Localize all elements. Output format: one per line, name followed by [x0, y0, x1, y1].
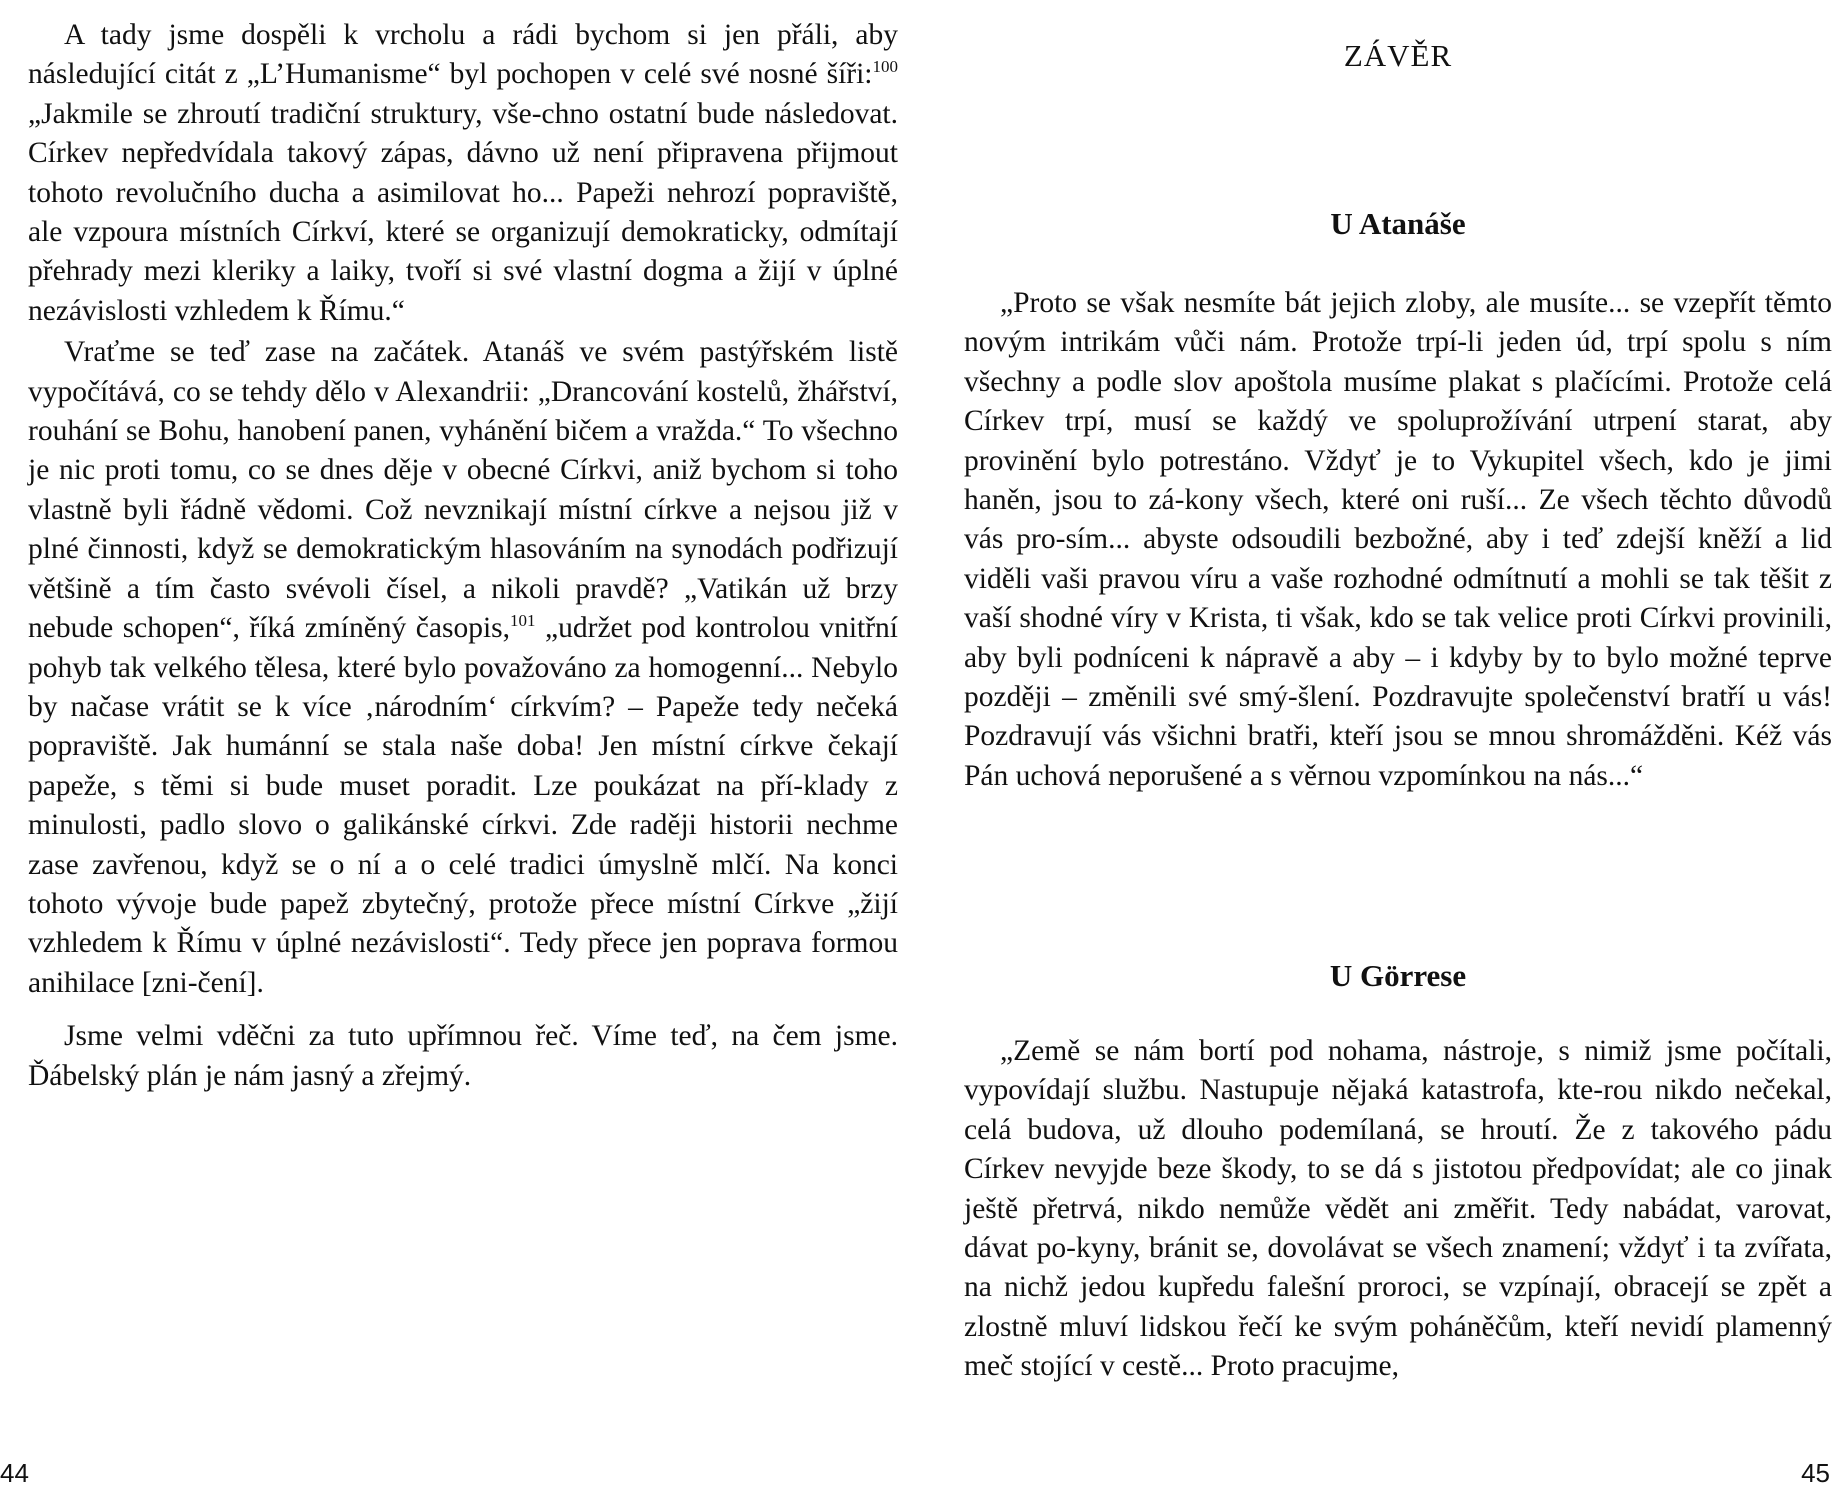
right-text-column — [964, 16, 1832, 1456]
page-number-left: 44 — [0, 1458, 29, 1488]
gorrese-quote: „Země se nám bortí pod nohama, nástroje, s nimiž jsme počítali, vypovídají službu. Nastupuje nějaká katastrofa, kte-rou nikdo nečekal, celá budova, už dlouho podemílaná, se hroutí. Že z takového pádu Církev nevyjde beze škody, to se dá s jistotou předpovídat; ale co jinak ještě přetrvá, nikdo nemůže vědět ani změřit. Tedy nabádat, varovat, dávat po-kyny, bránit se, dovolávat se všech znamení; vždyť i ta zvířata, na nichž jedou kupředu falešní proroci, se vzpínají, obracejí se zpět a zlostně mluví lidskou řečí ke svým poháněčům, kteří nevidí plamenný meč stojící v cestě... Proto pracujme, — [964, 1035, 1832, 1383]
section-gorrese — [964, 1032, 1832, 1387]
paragraph-atanas-letter — [28, 333, 898, 1003]
footnote-ref[interactable]: 101 — [510, 611, 536, 631]
chapter-title: ZÁVĚR — [1343, 38, 1453, 73]
paragraph-conclusion: Jsme velmi vděčni za tuto upřímnou řeč. Víme teď, na čem jsme. Ďábelský plán je nám jasný a zřejmý. — [28, 1020, 898, 1092]
atanase-quote: „Proto se však nesmíte bát jejich zloby, ale musíte... se vzepřít těmto novým intrikám vůči nám. Protože trpí-li jeden úd, trpí spolu s ním všechny a podle slov apoštola musíme plakat s plačícími. Protože celá Církev trpí, musí se každý ve spoluprožívání utrpení starat, aby provinění bylo potrestáno. Vždyť je to Vykupitel všech, kdo je jimi haněn, jsou to zá-kony všech, které oni ruší... Ze všech těchto důvodů vás pro-sím... abyste odsoudili bezbožné, aby i teď zdejší kněží a lid viděli vaši pravou víru a vaše rozhodné odmítnutí a mohli se tak těšit z vaší shodné víry v Krista, ti však, kdo se tak velice proti Církvi provinili, aby byli podníceni k nápravě a aby – i kdyby by to bylo možné teprve později – změnili své smý-šlení. Pozdravujte společenství bratří u vás! Pozdravují vás všichni bratři, kteří jsou se mnou shromážděni. Kéž vás Pán uchová neporušené a s věrnou vzpomínkou na nás...“ — [964, 287, 1832, 792]
page-number-right: 45 — [1801, 1458, 1830, 1488]
section-atanase — [964, 284, 1832, 796]
section-heading-atanase: U Atanáše — [1330, 206, 1466, 241]
paragraph-text: Vraťme se teď zase na začátek. Atanáš ve svém pastýřském listě vypočítává, co se tehdy dělo v Alexandrii: „Drancování kostelů, žhářství, rouhání se Bohu, hanobení panen, vyhánění bičem a vražda.“ To všechno je nic proti tomu, co se dnes děje v obecné Církvi, aniž bychom si toho vlastně byli řádně vědomi. Což nevznikají místní církve a nejsou již v plné činnosti, když se demokratickým hlasováním na synodách podřizují většině a tím často svévoli čísel, a nikoli pravdě? „Vatikán už brzy nebude schopen“, říká zmíněný časopis, — [28, 336, 898, 645]
paragraph-text: „udržet pod kontrolou vnitřní pohyb tak velkého tělesa, které bylo považováno za homogenní... Nebylo by načase vrátit se k více ‚národním‘ církvím? – Papeže tedy nečeká popraviště. Jak humánní se stala naše doba! Jen místní církve čekají papeže, s těmi si bude muset poradit. Lze poukázat na pří-klady z minulosti, padlo slovo o galikánské církvi. Zde raději historii nechme zase zavřenou, když se o ní a o celé tradici úmyslně mlčí. Na konci tohoto vývoje bude papež zbytečný, protože přece místní Církve „žijí vzhledem k Římu v úplné nezávislosti“. Tedy přece jen poprava formou anihilace [zni-čení]. — [28, 612, 898, 999]
section-heading-gorrese: U Görrese — [1329, 958, 1467, 993]
footnote-ref[interactable]: 100 — [872, 57, 898, 77]
paragraph-humanisme-quote — [28, 16, 898, 331]
right-page — [922, 0, 1844, 1500]
left-text-column — [28, 16, 898, 1096]
paragraph-text: A tady jsme dospěli k vrcholu a rádi bychom si jen přáli, aby následující citát z „L’Humanisme“ byl pochopen v celé své nosné šíři: — [28, 19, 898, 91]
paragraph-text: „Jakmile se zhroutí tradiční struktury, vše-chno ostatní bude následovat. Církev nepředvídala takový zápas, dávno už není připravena přijmout tohoto revolučního ducha a asimilovat ho... Papeži nehrozí popraviště, ale vzpoura místních Církví, které se organizují demokraticky, odmítají přehrady mezi kleriky a laiky, tvoří si své vlastní dogma a žijí v úplné nezávislosti vzhledem k Římu.“ — [28, 97, 898, 327]
